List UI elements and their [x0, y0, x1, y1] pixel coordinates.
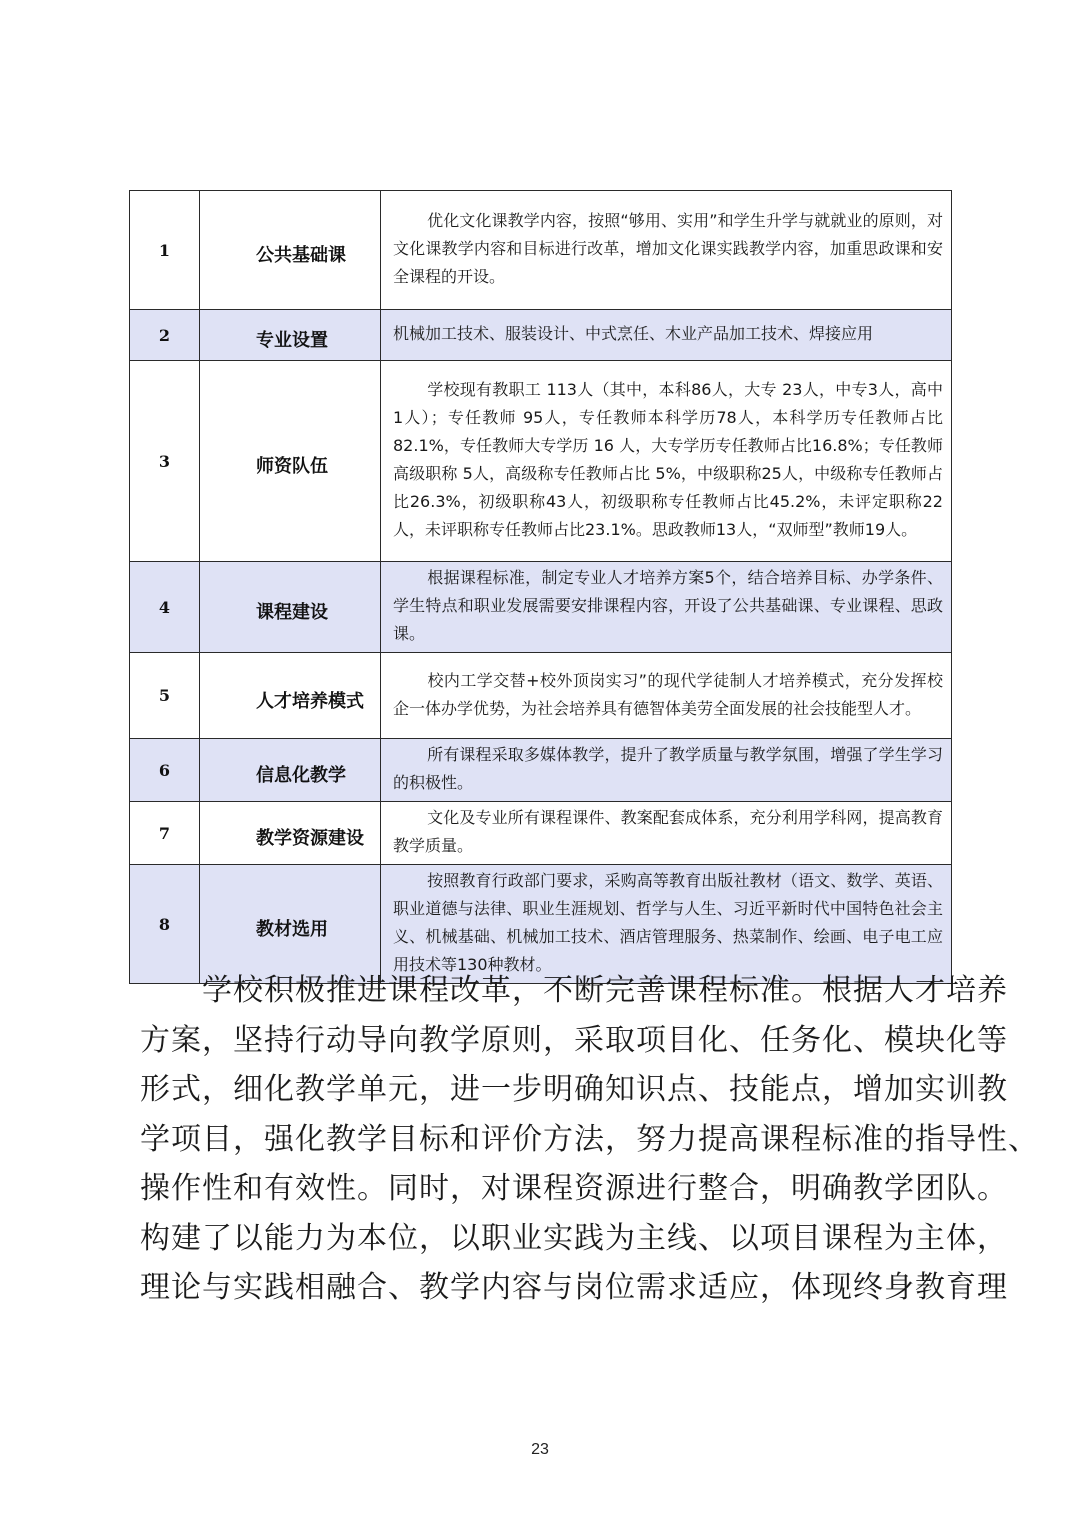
courses-table-container: [129, 190, 951, 984]
row-number: 8: [130, 865, 200, 984]
row-number: 7: [130, 802, 200, 865]
row-category: 课程建设: [200, 562, 381, 653]
row-number: 4: [130, 562, 200, 653]
row-number: 2: [130, 310, 200, 361]
row-description: [381, 361, 952, 562]
table-row: [130, 191, 952, 310]
row-description: [381, 562, 952, 653]
paragraph-line: 形式，细化教学单元，进一步明确知识点、技能点，增加实训教: [140, 1072, 1008, 1107]
row-category: 人才培养模式: [200, 653, 381, 739]
table-row: [130, 653, 952, 739]
row-number: 6: [130, 739, 200, 802]
row-category: 信息化教学: [200, 739, 381, 802]
row-category: 公共基础课: [200, 191, 381, 310]
body-paragraph: [140, 966, 1039, 1313]
description-text: 按照教育行政部门要求，采购高等教育出版社教材（语文、数学、英语、职业道德与法律、职业生涯规划、哲学与人生、习近平新时代中国特色社会主义、机械基础、机械加工技术、酒店管理服务、热菜制作、绘画、电子电工应用技术等130种教材。: [393, 871, 943, 974]
row-description: [381, 802, 952, 865]
description-text: 文化及专业所有课程课件、教案配套成体系，充分利用学科网，提高教育教学质量。: [393, 808, 943, 855]
row-number: 1: [130, 191, 200, 310]
description-text: 校内工学交替+校外顶岗实习”的现代学徒制人才培养模式，充分发挥校企一体办学优势，为社会培养具有德智体美劳全面发展的社会技能型人才。: [393, 670, 943, 718]
row-description: [381, 310, 952, 361]
description-text: 优化文化课教学内容，按照“够用、实用”和学生升学与就就业的原则，对文化课教学内容和目标进行改革，增加文化课实践教学内容，加重思政课和安全课程的开设。: [393, 211, 943, 286]
description-text: 所有课程采取多媒体教学，提升了教学质量与教学氛围，增强了学生学习的积极性。: [393, 745, 943, 792]
table-row: [130, 361, 952, 562]
row-category: 专业设置: [200, 310, 381, 361]
paragraph-line: 方案，坚持行动导向教学原则，采取项目化、任务化、模块化等: [140, 1022, 1008, 1058]
description-text: 机械加工技术、服装设计、中式烹任、木业产品加工技术、焊接应用: [393, 324, 874, 343]
paragraph-line: 学项目，强化教学目标和评价方法，努力提高课程标准的指导性、: [140, 1121, 1039, 1157]
courses-table: [129, 190, 952, 984]
table-row: [130, 739, 952, 802]
row-description: [381, 191, 952, 310]
row-category: 教材选用: [200, 865, 381, 984]
row-category: 师资队伍: [200, 361, 381, 562]
page-number: 23: [531, 1441, 549, 1458]
paragraph-line: 构建了以能力为本位，以职业实践为主线、以项目课程为主体，: [140, 1220, 1008, 1256]
description-text: 根据课程标准，制定专业人才培养方案5个，结合培养目标、办学条件、学生特点和职业发展需要安排课程内容，开设了公共基础课、专业课程、思政课。: [393, 568, 943, 643]
table-row: [130, 562, 952, 653]
paragraph-line: 操作性和有效性。同时，对课程资源进行整合，明确教学团队。: [140, 1171, 1008, 1206]
table-row: [130, 802, 952, 865]
description-text: 学校现有教职工 113人（其中，本科86人，大专 23人，中专3人，高中1人）；专任教师 95人，专任教师本科学历78人，本科学历专任教师占比82.1%，专任教师大专学历 16 人，大专学历专任教师占比16.8%；专任教师高级职称 5人，高级称专任教师占比 5%，中级职称25人，中级称专任教师占比26.3%，初级职称43人，初级职称专任教师占比45.2%，未评定职称22 人，未评职称专任教师占比23.1%。思政教师13人，“双师型”教师19人。: [393, 380, 943, 539]
table-body: [130, 191, 952, 984]
row-number: 3: [130, 361, 200, 562]
row-description: [381, 653, 952, 739]
paragraph-line: 理论与实践相融合、教学内容与岗位需求适应，体现终身教育理: [140, 1270, 1008, 1305]
paragraph-line: 学校积极推进课程改革，不断完善课程标准。根据人才培养: [140, 973, 1008, 1008]
row-category: 教学资源建设: [200, 802, 381, 865]
row-description: [381, 739, 952, 802]
row-number: 5: [130, 653, 200, 739]
table-row: [130, 310, 952, 361]
